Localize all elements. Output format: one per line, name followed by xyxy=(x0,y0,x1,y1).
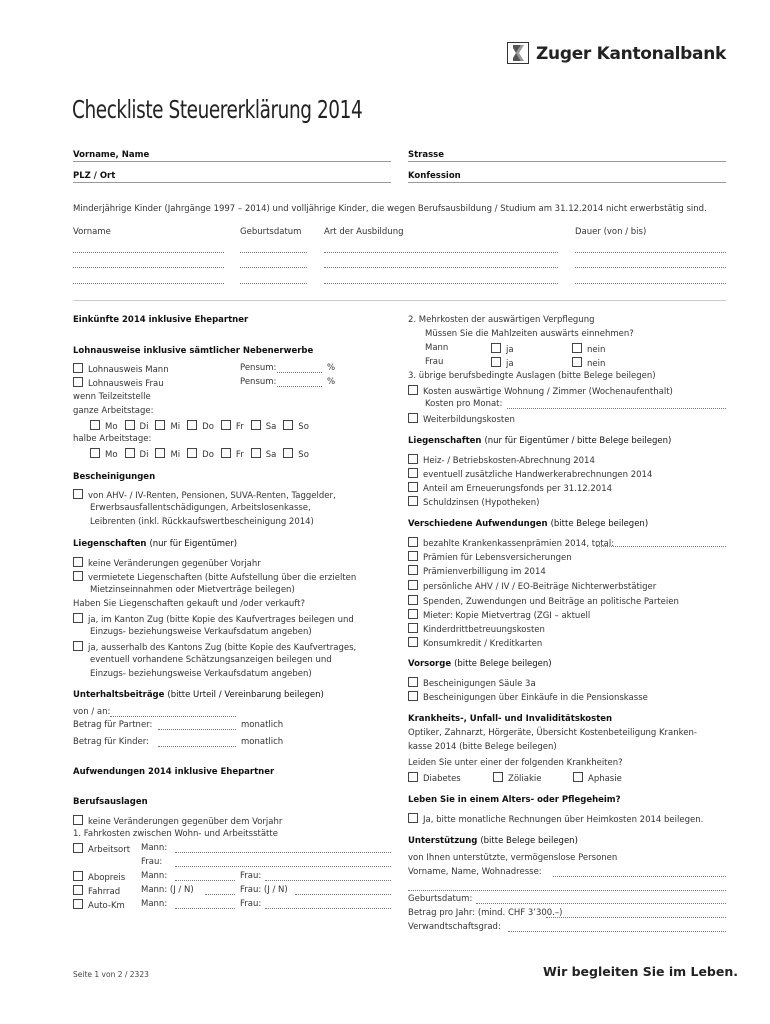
checkbox[interactable] xyxy=(73,613,83,623)
checkbox[interactable] xyxy=(572,343,582,353)
prop-row-1[interactable]: keine Veränderungen gegenüber Vorjahr xyxy=(73,557,261,569)
meal-question: Müssen Sie die Mahlzeiten auswärts einnehmen? xyxy=(425,329,634,339)
sick-line-1: Optiker, Zahnarzt, Hörgeräte, Übersicht Kostenbeteiligung Kranken- xyxy=(408,728,697,738)
checkbox[interactable] xyxy=(73,363,83,373)
r-prop-row-4[interactable]: Schuldzinsen (Hypotheken) xyxy=(408,496,539,508)
checkbox[interactable] xyxy=(408,454,418,464)
other-row-2[interactable]: Weiterbildungskosten xyxy=(408,413,515,425)
alim-partner-field[interactable] xyxy=(158,729,236,730)
checkbox[interactable] xyxy=(408,413,418,423)
meal-frau-yes[interactable]: ja xyxy=(491,357,514,369)
abopreis-frau-field[interactable] xyxy=(265,880,391,881)
halfday-label: halbe Arbeitstage: xyxy=(73,434,152,444)
support-address-field[interactable] xyxy=(408,890,726,891)
alim-partner-label: Betrag für Partner: xyxy=(73,720,153,730)
support-birthdate-label: Geburtsdatum: xyxy=(408,894,473,904)
checkbox[interactable] xyxy=(73,843,83,853)
pensum-man-field[interactable] xyxy=(277,372,322,373)
r-prop-row-1[interactable]: Heiz- / Betriebskosten-Abrechnung 2014 xyxy=(408,454,595,466)
alim-title: Unterhaltsbeiträge (bitte Urteil / Vereinbarung beilegen) xyxy=(73,690,324,700)
checkbox[interactable] xyxy=(408,551,418,561)
other-expenses-label: 3. übrige berufsbedingte Auslagen (bitte Belege beilegen) xyxy=(408,371,656,381)
checkbox[interactable] xyxy=(408,772,418,782)
children-col-duration: Dauer (von / bis) xyxy=(575,227,647,237)
checkbox[interactable] xyxy=(73,489,83,499)
checkbox[interactable] xyxy=(251,448,261,458)
arbeitsort-row[interactable]: Arbeitsort xyxy=(73,843,130,855)
r-prop-row-2[interactable]: eventuell zusätzliche Handwerkerabrechnungen 2014 xyxy=(408,468,652,480)
confession-field[interactable] xyxy=(408,182,726,183)
cert-line-3: Leibrenten (inkl. Rückkaufswertbescheinigung 2014) xyxy=(90,517,314,527)
name-field[interactable] xyxy=(73,161,391,162)
parttime-label: wenn Teilzeitstelle xyxy=(73,392,151,402)
meal-frau-label: Frau xyxy=(425,357,444,367)
arbeitsort-frau-field[interactable] xyxy=(175,866,391,867)
checkbox[interactable] xyxy=(408,482,418,492)
checkbox[interactable] xyxy=(408,537,418,547)
abopreis-mann-field[interactable] xyxy=(175,880,235,881)
checkbox[interactable] xyxy=(283,420,293,430)
prop-line: Einzugs- beziehungsweise Verkaufsdatum angeben) xyxy=(90,669,312,679)
alim-from-field[interactable] xyxy=(110,716,236,717)
frau-label: Frau: xyxy=(141,857,163,867)
misc-row[interactable]: Spenden, Zuwendungen und Beiträge an politische Parteien xyxy=(408,595,679,607)
prop-row-2[interactable]: vermietete Liegenschaften (bitte Aufstellung über die erzielten xyxy=(73,571,356,583)
support-relation-field[interactable] xyxy=(508,931,726,932)
checkbox[interactable] xyxy=(73,871,83,881)
slogan: Wir begleiten Sie im Leben. xyxy=(543,964,739,979)
checkbox[interactable] xyxy=(73,815,83,825)
fahrrad-mann-field[interactable] xyxy=(205,894,235,895)
support-name-label: Vorname, Name, Wohnadresse: xyxy=(408,867,542,877)
pensum-label: Pensum: xyxy=(240,363,277,373)
aphasie-option[interactable]: Aphasie xyxy=(573,772,622,784)
checkbox[interactable] xyxy=(408,813,418,823)
checkbox[interactable] xyxy=(408,691,418,701)
salary-wife-row[interactable]: Lohnausweis Frau xyxy=(73,377,164,389)
alim-children-label: Betrag für Kinder: xyxy=(73,737,149,747)
mann-jn-label: Mann: (J / N) xyxy=(141,885,194,895)
fahrrad-row[interactable]: Fahrrad xyxy=(73,885,120,897)
arbeitsort-mann-field[interactable] xyxy=(175,852,391,853)
frau-label: Frau: xyxy=(240,899,262,909)
alim-from-label: von / an: xyxy=(73,707,111,717)
mann-label: Mann: xyxy=(141,871,168,881)
support-line-1: von Ihnen unterstützte, vermögenslose Personen xyxy=(408,853,618,863)
cert-line-2: Erwerbsausfallentschädigungen, Arbeitslosenkasse, xyxy=(90,503,311,513)
checkbox[interactable] xyxy=(408,468,418,478)
support-amount-field[interactable] xyxy=(546,917,726,918)
percent-label: % xyxy=(327,377,336,387)
expenses-title: Aufwendungen 2014 inklusive Ehepartner xyxy=(73,767,275,777)
checkbox[interactable] xyxy=(155,420,165,430)
support-title: Unterstützung (bitte Belege beilegen) xyxy=(408,836,578,846)
checkbox[interactable] xyxy=(493,772,503,782)
work-row-1[interactable]: keine Veränderungen gegenüber dem Vorjahr xyxy=(73,815,282,827)
frau-label: Frau: xyxy=(240,871,262,881)
checkbox[interactable] xyxy=(73,557,83,567)
checkbox[interactable] xyxy=(408,609,418,619)
misc-row[interactable]: Prämienverbilligung im 2014 xyxy=(408,565,546,577)
salary-title: Lohnausweise inklusive sämtlicher Nebenerwerbe xyxy=(73,346,314,356)
bank-logo xyxy=(507,42,529,64)
abopreis-row[interactable]: Abopreis xyxy=(73,871,125,883)
meal-mann-no[interactable]: nein xyxy=(572,343,605,355)
autokm-row[interactable]: Auto-Km xyxy=(73,899,125,911)
children-col-birthdate: Geburtsdatum xyxy=(240,227,302,237)
street-label: Strasse xyxy=(408,150,444,160)
children-col-education: Art der Ausbildung xyxy=(324,227,404,237)
checkbox[interactable] xyxy=(408,623,418,633)
checkbox[interactable] xyxy=(73,641,83,651)
prop-title: Liegenschaften (nur für Eigentümer) xyxy=(73,539,238,549)
meal-frau-no[interactable]: nein xyxy=(572,357,605,369)
work-title: Berufsauslagen xyxy=(73,797,148,807)
plz-label: PLZ / Ort xyxy=(73,171,116,181)
checkbox[interactable] xyxy=(73,899,83,909)
checkbox[interactable] xyxy=(187,420,197,430)
prop-line: Einzugs- beziehungsweise Verkaufsdatum angeben) xyxy=(90,627,312,637)
bank-name: Zuger Kantonalbank xyxy=(536,44,727,64)
checkbox[interactable] xyxy=(573,772,583,782)
checkbox[interactable] xyxy=(408,496,418,506)
name-label: Vorname, Name xyxy=(73,150,150,160)
checkbox[interactable] xyxy=(408,595,418,605)
salary-man-row[interactable]: Lohnausweis Mann xyxy=(73,363,169,375)
autokm-mann-field[interactable] xyxy=(175,908,235,909)
checkbox[interactable] xyxy=(408,677,418,687)
misc-row[interactable]: persönliche AHV / IV / EO-Beiträge Nichterwerbstätiger xyxy=(408,580,656,592)
misc-title: Verschiedene Aufwendungen (bitte Belege beilegen) xyxy=(408,519,649,529)
cert-row[interactable]: von AHV- / IV-Renten, Pensionen, SUVA-Renten, Taggelder, xyxy=(73,489,336,501)
misc-row[interactable]: bezahlte Krankenkassenprämien 2014, total: xyxy=(408,537,614,549)
support-amount-label: Betrag pro Jahr: (mind. CHF 3’300.–) xyxy=(408,908,563,918)
checkbox[interactable] xyxy=(572,357,582,367)
checkbox[interactable] xyxy=(408,565,418,575)
prop-row-3[interactable]: ja, im Kanton Zug (bitte Kopie des Kaufvertrages beilegen und xyxy=(73,613,354,625)
sick-title: Krankheits-, Unfall- und Invaliditätskosten xyxy=(408,714,613,724)
health-premium-total-field[interactable] xyxy=(596,546,726,547)
misc-row[interactable]: Kinderdrittbetreuungskosten xyxy=(408,623,545,635)
diabetes-option[interactable]: Diabetes xyxy=(408,772,461,784)
prop-line: eventuell vorhandene Schätzungsanzeigen beilegen und xyxy=(90,655,332,665)
meal-label: 2. Mehrkosten der auswärtigen Verpflegung xyxy=(408,315,595,325)
halfday-days[interactable]: Mo Di Mi Do Fr Sa So xyxy=(90,448,316,460)
checkbox[interactable] xyxy=(283,448,293,458)
plz-field[interactable] xyxy=(73,182,391,183)
checkbox[interactable] xyxy=(408,637,418,647)
section-divider xyxy=(73,300,726,301)
page-number: Seite 1 von 2 / 2323 xyxy=(73,970,149,979)
support-birthdate-field[interactable] xyxy=(476,903,726,904)
sick-question: Leiden Sie unter einer der folgenden Krankheiten? xyxy=(408,758,623,768)
children-intro: Minderjährige Kinder (Jahrgänge 1997 – 2014) und volljährige Kinder, die wegen Berufsausbildung / Studium am 31.12.2014 nicht erwerbstätig sind. xyxy=(73,204,707,214)
other-row-1[interactable]: Kosten auswärtige Wohnung / Zimmer (Wochenaufenthalt) xyxy=(408,385,673,397)
checkbox[interactable] xyxy=(73,377,83,387)
meal-mann-yes[interactable]: ja xyxy=(491,343,514,355)
r-prop-title: Liegenschaften (nur für Eigentümer / bitte Belege beilegen) xyxy=(408,436,672,446)
alim-children-field[interactable] xyxy=(158,746,236,747)
prov-row-2[interactable]: Bescheinigungen über Einkäufe in die Pensionskasse xyxy=(408,691,648,703)
street-field[interactable] xyxy=(408,161,726,162)
cost-per-month-field[interactable] xyxy=(507,408,726,409)
misc-row[interactable]: Konsumkredit / Kreditkarten xyxy=(408,637,542,649)
checkbox[interactable] xyxy=(251,420,261,430)
support-name-field[interactable] xyxy=(553,876,726,877)
fullday-label: ganze Arbeitstage: xyxy=(73,406,154,416)
cert-title: Bescheinigungen xyxy=(73,472,156,482)
checkbox[interactable] xyxy=(221,448,231,458)
r-prop-row-3[interactable]: Anteil am Erneuerungsfonds per 31.12.2014 xyxy=(408,482,612,494)
checkbox[interactable] xyxy=(491,357,501,367)
misc-row[interactable]: Prämien für Lebensversicherungen xyxy=(408,551,572,563)
checkbox[interactable] xyxy=(125,420,135,430)
checkbox[interactable] xyxy=(73,885,83,895)
autokm-frau-field[interactable] xyxy=(265,908,391,909)
confession-label: Konfession xyxy=(408,171,461,181)
prop-question: Haben Sie Liegenschaften gekauft und /oder verkauft? xyxy=(73,599,305,609)
misc-row[interactable]: Mieter: Kopie Mietvertrag (ZGI – aktuell xyxy=(408,609,590,621)
checkbox[interactable] xyxy=(90,420,100,430)
monthly-label: monatlich xyxy=(241,720,284,730)
prov-title: Vorsorge (bitte Belege beilegen) xyxy=(408,659,552,669)
monthly-label: monatlich xyxy=(241,737,284,747)
checkbox[interactable] xyxy=(408,385,418,395)
fullday-days[interactable]: Mo Di Mi Do Fr Sa So xyxy=(90,420,316,432)
frau-jn-label: Frau: (J / N) xyxy=(240,885,288,895)
prop-row-4[interactable]: ja, ausserhalb des Kantons Zug (bitte Kopie des Kaufvertrages, xyxy=(73,641,356,653)
checkbox[interactable] xyxy=(187,448,197,458)
percent-label: % xyxy=(327,363,336,373)
pensum-wife-field[interactable] xyxy=(277,386,322,387)
prop-line: Mietzinseinnahmen oder Mietverträge beilegen) xyxy=(90,585,295,595)
fahrrad-frau-field[interactable] xyxy=(295,894,391,895)
home-row[interactable]: Ja, bitte monatliche Rechnungen über Heimkosten 2014 beilegen. xyxy=(408,813,703,825)
checkbox[interactable] xyxy=(73,571,83,581)
checkbox[interactable] xyxy=(125,448,135,458)
checkbox[interactable] xyxy=(90,448,100,458)
checkbox[interactable] xyxy=(155,448,165,458)
prov-row-1[interactable]: Bescheinigungen Säule 3a xyxy=(408,677,536,689)
cost-per-month-label: Kosten pro Monat: xyxy=(425,399,503,409)
support-relation-label: Verwandtschaftsgrad: xyxy=(408,922,501,932)
mann-label: Mann: xyxy=(141,843,168,853)
commute-label: 1. Fahrkosten zwischen Wohn- und Arbeitsstätte xyxy=(73,829,278,839)
pensum-label: Pensum: xyxy=(240,377,277,387)
checkbox[interactable] xyxy=(491,343,501,353)
checkbox[interactable] xyxy=(408,580,418,590)
children-col-firstname: Vorname xyxy=(73,227,111,237)
checkbox[interactable] xyxy=(221,420,231,430)
zoeliakie-option[interactable]: Zöliakie xyxy=(493,772,541,784)
logo-mark-icon xyxy=(507,42,529,64)
mann-label: Mann: xyxy=(141,899,168,909)
sick-line-2: kasse 2014 (bitte Belege beilegen) xyxy=(408,742,557,752)
income-title: Einkünfte 2014 inklusive Ehepartner xyxy=(73,315,249,325)
meal-mann-label: Mann xyxy=(425,343,449,353)
page-title: Checkliste Steuererklärung 2014 xyxy=(72,95,363,124)
home-title: Leben Sie in einem Alters- oder Pflegeheim? xyxy=(408,795,621,805)
